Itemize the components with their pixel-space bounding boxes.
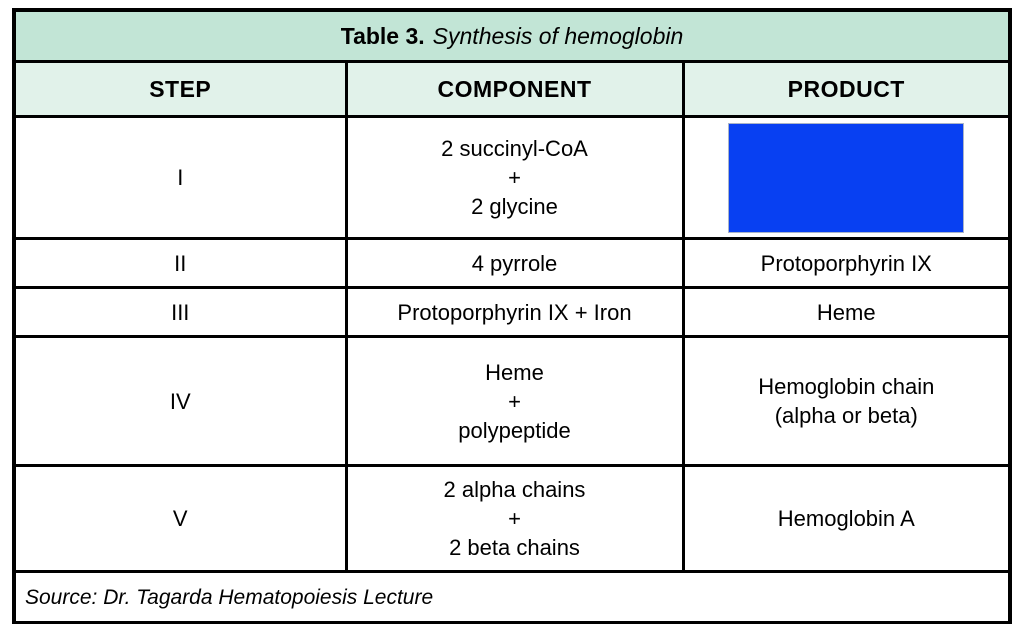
component-line: + [508, 506, 521, 531]
component-line: + [508, 165, 521, 190]
column-header-product: PRODUCT [683, 62, 1010, 117]
hemoglobin-synthesis-table [12, 8, 1012, 624]
component-line: Heme [485, 359, 544, 385]
source-row [14, 572, 1010, 624]
product-cell-1 [683, 117, 1010, 239]
component-cell-2: 4 pyrrole [346, 239, 683, 288]
table-title-text: Synthesis of hemoglobin [432, 22, 684, 49]
component-cell-1 [346, 117, 683, 239]
product-cell-5: Hemoglobin A [683, 466, 1010, 572]
component-line: + [508, 388, 521, 414]
table-title-row [14, 10, 1010, 62]
redaction-box [729, 124, 963, 232]
table-row [14, 288, 1010, 337]
component-line: 2 alpha chains [443, 477, 586, 502]
table-title-label: Table 3. [340, 22, 425, 49]
column-header-row [14, 62, 1010, 117]
table-row [14, 466, 1010, 572]
component-line: polypeptide [458, 417, 571, 443]
table-row [14, 239, 1010, 288]
component-cell-5 [346, 466, 683, 572]
product-line: Hemoglobin chain [758, 374, 935, 399]
table-title [14, 10, 1010, 62]
column-header-step: STEP [14, 62, 346, 117]
product-line: (alpha or beta) [774, 403, 918, 428]
step-cell-5: V [14, 466, 346, 572]
table-row [14, 117, 1010, 239]
source-text: Source: Dr. Tagarda Hematopoiesis Lecture [14, 572, 1010, 624]
component-line: 2 succinyl-CoA [441, 136, 588, 161]
component-cell-4 [346, 337, 683, 466]
column-header-component: COMPONENT [346, 62, 683, 117]
product-cell-3: Heme [683, 288, 1010, 337]
step-cell-1: I [14, 117, 346, 239]
step-cell-2: II [14, 239, 346, 288]
product-cell-4 [683, 337, 1010, 466]
step-cell-3: III [14, 288, 346, 337]
table-row [14, 337, 1010, 466]
step-cell-4: IV [14, 337, 346, 466]
component-line: 2 glycine [471, 194, 558, 219]
component-cell-3: Protoporphyrin IX + Iron [346, 288, 683, 337]
component-line: 2 beta chains [449, 535, 580, 560]
product-cell-2: Protoporphyrin IX [683, 239, 1010, 288]
